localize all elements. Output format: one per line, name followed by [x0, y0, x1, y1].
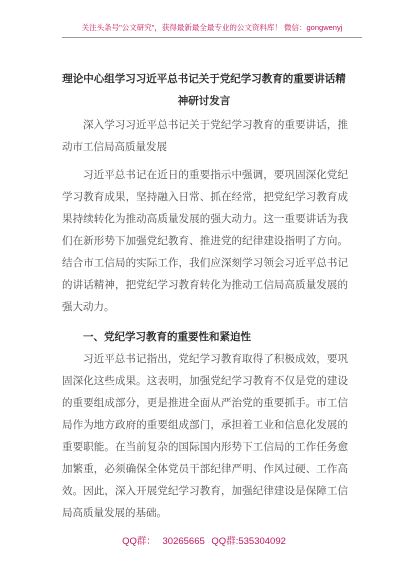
section-paragraph: 习近平总书记指出，党纪学习教育取得了积极成效，要巩固深化这些成果。这表明，加强党纪学习教育不仅是党的建设的重要组成部分，更是推进全面从严治党的重要抓手。市工信局作为地方政府的重要组成部门，承担着工业和信息化发展的重要职能。在当前复杂的国际国内形势下工信局的工作任务愈加繁重，必须确保全体党员干部纪律严明、作风过硬、工作高效。因此，深入开展党纪学习教育，加强纪律建设是保障工信局高质量发展的基础。: [62, 353, 348, 519]
document-title: 理论中心组学习习近平总书记关于党纪学习教育的重要讲话精神研讨发言: [62, 73, 346, 107]
header-banner: 关注头条号"公文研究"，获得最新最全最专业的公文资料库！ 微信：gongwenyj: [62, 22, 362, 38]
body-paragraph: 习近平总书记在近日的重要指示中强调，要巩固深化党纪学习教育成果，坚持融入日常、抓在经常，把党纪学习教育成果持续转化为推动高质量发展的强大动力。这一重要讲话为我们在新形势下加强党纪教育、推进党的纪律建设指明了方向。结合市工信局的实际工作，我们应深刻学习领会习近平总书记的讲话精神，把党纪学习教育转化为推动工信局高质量发展的强大动力。: [62, 169, 348, 313]
footer-contact: QQ群： 30265665 QQ群:535304092: [122, 536, 286, 547]
intro-paragraph: 深入学习习近平总书记关于党纪学习教育的重要讲话，推动市工信局高质量发展: [62, 119, 348, 153]
section-heading: 一、党纪学习教育的重要性和紧迫性: [83, 331, 251, 343]
document-body: [62, 114, 348, 524]
